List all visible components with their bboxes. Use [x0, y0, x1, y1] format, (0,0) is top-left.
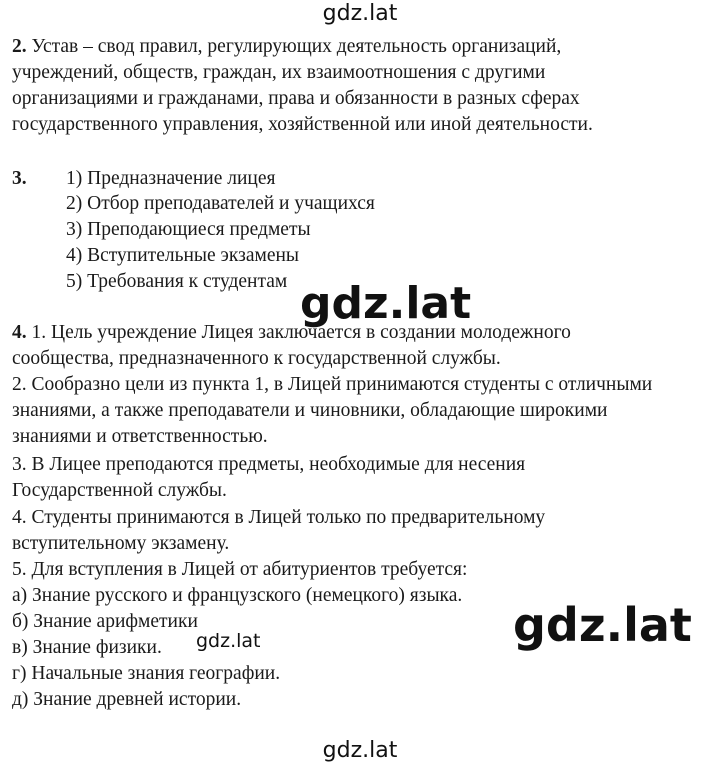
answer-4-line-11: а) Знание русского и французского (немецкого) языка. [12, 585, 463, 606]
watermark-top: gdz.lat [322, 1, 398, 26]
answer-4-text: 1. Цель учреждение Лицея заключается в создании молодежного [26, 322, 571, 343]
answer-3-item-5: 5) Требования к студентам [66, 271, 288, 292]
answer-4-line-13: в) Знание физики. [12, 637, 162, 658]
answer-4-line-7: Государственной службы. [12, 480, 227, 501]
watermark-right: gdz.lat [513, 598, 692, 652]
answer-4-line-2: сообщества, предназначенного к государственной службы. [12, 348, 501, 369]
answer-4-line-1 [12, 321, 571, 345]
answer-3-number: 3. [12, 168, 27, 189]
answer-4-number: 4. [12, 322, 27, 343]
answer-3-item-1: 1) Предназначение лицея [66, 168, 276, 189]
answer-2-text: Устав – свод правил, регулирующих деятельность организаций, [26, 36, 562, 57]
watermark-small: gdz.lat [196, 630, 261, 652]
answer-3-item-3: 3) Преподающиеся предметы [66, 219, 311, 240]
answer-4-line-6: 3. В Лицее преподаются предметы, необходимые для несения [12, 454, 526, 475]
answer-4-line-5: знаниями и ответственностью. [12, 426, 268, 447]
answer-2-line-2: учреждений, обществ, граждан, их взаимоотношения с другими [12, 62, 546, 83]
answer-3-item-4: 4) Вступительные экзамены [66, 245, 300, 266]
watermark-bottom: gdz.lat [322, 738, 398, 763]
answer-4-line-9: вступительному экзамену. [12, 533, 230, 554]
answer-2-line-4: государственного управления, хозяйственной или иной деятельности. [12, 114, 593, 135]
answer-3-item-2: 2) Отбор преподавателей и учащихся [66, 193, 375, 214]
answer-4-line-10: 5. Для вступления в Лицей от абитуриентов требуется: [12, 559, 468, 580]
answer-4-line-12: б) Знание арифметики [12, 611, 198, 632]
answer-2-line-3: организациями и гражданами, права и обязанности в разных сферах [12, 88, 580, 109]
answer-4-line-4: знаниями, а также преподаватели и чиновники, обладающие широкими [12, 400, 608, 421]
answer-4-line-15: д) Знание древней истории. [12, 689, 242, 710]
answer-4-line-8: 4. Студенты принимаются в Лицей только по предварительному [12, 507, 546, 528]
answer-4-line-14: г) Начальные знания географии. [12, 663, 281, 684]
answer-2-line-1 [12, 35, 561, 59]
answer-2-number: 2. [12, 36, 27, 57]
watermark-middle: gdz.lat [300, 278, 472, 329]
answer-4-line-3: 2. Сообразно цели из пункта 1, в Лицей принимаются студенты с отличными [12, 374, 653, 395]
